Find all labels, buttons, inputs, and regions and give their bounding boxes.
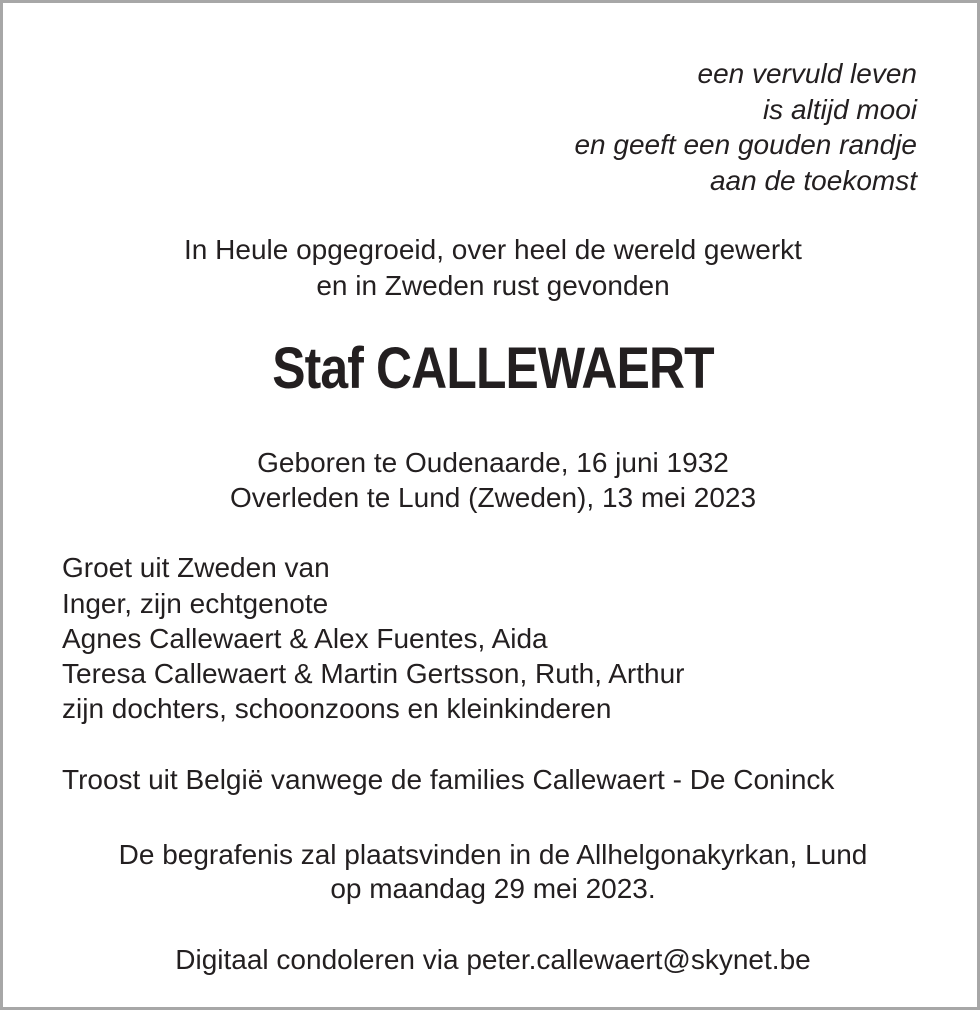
motto-line: is altijd mooi bbox=[762, 94, 917, 125]
family-line: Inger, zijn echtgenote bbox=[62, 588, 329, 619]
family-line: Agnes Callewaert & Alex Fuentes, Aida bbox=[62, 623, 548, 654]
motto-line: en geeft een gouden randje bbox=[574, 129, 917, 160]
condolence-line: Digitaal condoleren via peter.callewaert@skynet.be bbox=[175, 944, 811, 975]
funeral-line: De begrafenis zal plaatsvinden in de Allhelgonakyrkan, Lund bbox=[118, 839, 868, 870]
intro-line: In Heule opgegroeid, over heel de wereld gewerkt bbox=[184, 234, 802, 265]
belgium-families-line: Troost uit België vanwege de families Callewaert - De Coninck bbox=[62, 764, 835, 795]
family-line: Teresa Callewaert & Martin Gertsson, Ruth, Arthur bbox=[62, 658, 685, 689]
deceased-name: Staf CALLEWAERT bbox=[272, 336, 714, 401]
birth-line: Geboren te Oudenaarde, 16 juni 1932 bbox=[257, 447, 729, 478]
family-line: Groet uit Zweden van bbox=[62, 552, 330, 583]
intro-line: en in Zweden rust gevonden bbox=[316, 270, 670, 301]
death-line: Overleden te Lund (Zweden), 13 mei 2023 bbox=[229, 482, 757, 513]
funeral-line: op maandag 29 mei 2023. bbox=[330, 873, 656, 904]
family-line: zijn dochters, schoonzoons en kleinkinderen bbox=[62, 693, 612, 724]
motto-line: aan de toekomst bbox=[709, 165, 917, 196]
motto-line: een vervuld leven bbox=[697, 58, 917, 89]
